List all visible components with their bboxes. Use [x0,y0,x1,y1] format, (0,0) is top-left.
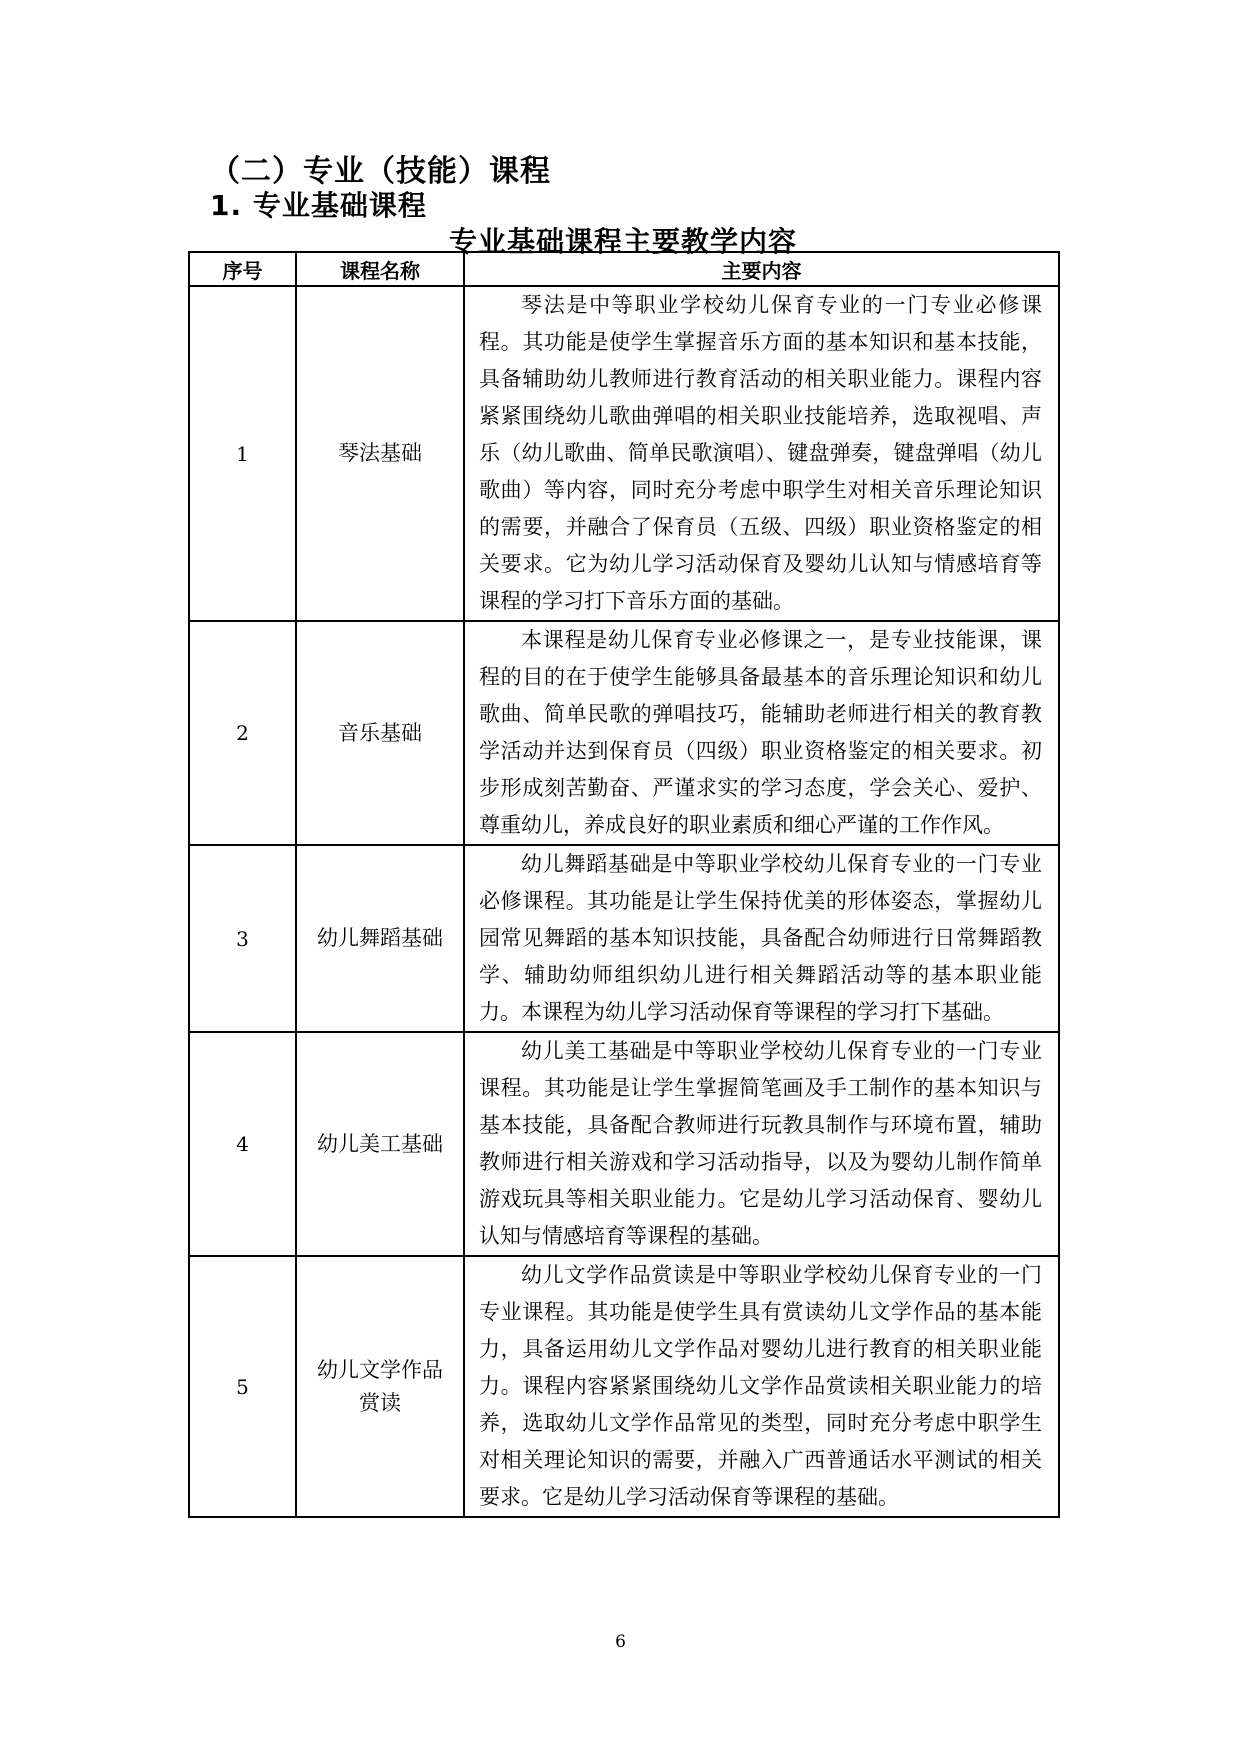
course-name: 琴法基础 [296,286,464,621]
header-main-content: 主要内容 [464,252,1059,286]
table-caption: 专业基础课程主要教学内容 [448,225,797,258]
table-row [189,621,1059,845]
course-name: 幼儿美工基础 [296,1032,464,1256]
table-row [189,1256,1059,1517]
course-content: 幼儿美工基础是中等职业学校幼儿保育专业的一门专业课程。其功能是让学生掌握简笔画及手工制作的基本知识与基本技能，具备配合教师进行玩教具制作与环境布置，辅助教师进行相关游戏和学习活动指导，以及为婴幼儿制作简单游戏玩具等相关职业能力。它是幼儿学习活动保育、婴幼儿认知与情感培育等课程的基础。 [464,1032,1059,1256]
course-content: 幼儿舞蹈基础是中等职业学校幼儿保育专业的一门专业必修课程。其功能是让学生保持优美的形体姿态，掌握幼儿园常见舞蹈的基本知识技能，具备配合幼师进行日常舞蹈教学、辅助幼师组织幼儿进行相关舞蹈活动等的基本职业能力。本课程为幼儿学习活动保育等课程的学习打下基础。 [464,845,1059,1032]
course-name: 幼儿舞蹈基础 [296,845,464,1032]
course-content: 本课程是幼儿保育专业必修课之一，是专业技能课，课程的目的在于使学生能够具备最基本的音乐理论知识和幼儿歌曲、简单民歌的弹唱技巧，能辅助老师进行相关的教育教学活动并达到保育员（四级）职业资格鉴定的相关要求。初步形成刻苦勤奋、严谨求实的学习态度，学会关心、爱护、尊重幼儿，养成良好的职业素质和细心严谨的工作作风。 [464,621,1059,845]
subsection-heading: 1. 专业基础课程 [210,189,427,222]
course-name: 幼儿文学作品赏读 [296,1256,464,1517]
table-row [189,1032,1059,1256]
course-name: 音乐基础 [296,621,464,845]
row-number: 4 [189,1032,296,1256]
course-content: 琴法是中等职业学校幼儿保育专业的一门专业必修课程。其功能是使学生掌握音乐方面的基本知识和基本技能，具备辅助幼儿教师进行教育活动的相关职业能力。课程内容紧紧围绕幼儿歌曲弹唱的相关职业技能培养，选取视唱、声乐（幼儿歌曲、简单民歌演唱）、键盘弹奏，键盘弹唱（幼儿歌曲）等内容，同时充分考虑中职学生对相关音乐理论知识的需要，并融合了保育员（五级、四级）职业资格鉴定的相关要求。它为幼儿学习活动保育及婴幼儿认知与情感培育等课程的学习打下音乐方面的基础。 [464,286,1059,621]
header-course-name: 课程名称 [296,252,464,286]
course-content: 幼儿文学作品赏读是中等职业学校幼儿保育专业的一门专业课程。其功能是使学生具有赏读幼儿文学作品的基本能力，具备运用幼儿文学作品对婴幼儿进行教育的相关职业能力。课程内容紧紧围绕幼儿文学作品赏读相关职业能力的培养，选取幼儿文学作品常见的类型，同时充分考虑中职学生对相关理论知识的需要，并融入广西普通话水平测试的相关要求。它是幼儿学习活动保育等课程的基础。 [464,1256,1059,1517]
row-number: 2 [189,621,296,845]
row-number: 3 [189,845,296,1032]
page-number: 6 [615,1632,626,1652]
header-number: 序号 [189,252,296,286]
table-row [189,845,1059,1032]
row-number: 5 [189,1256,296,1517]
row-number: 1 [189,286,296,621]
course-table [188,251,1060,1518]
section-heading: （二）专业（技能）课程 [210,154,551,189]
table-row [189,286,1059,621]
table-header-row [189,252,1059,286]
